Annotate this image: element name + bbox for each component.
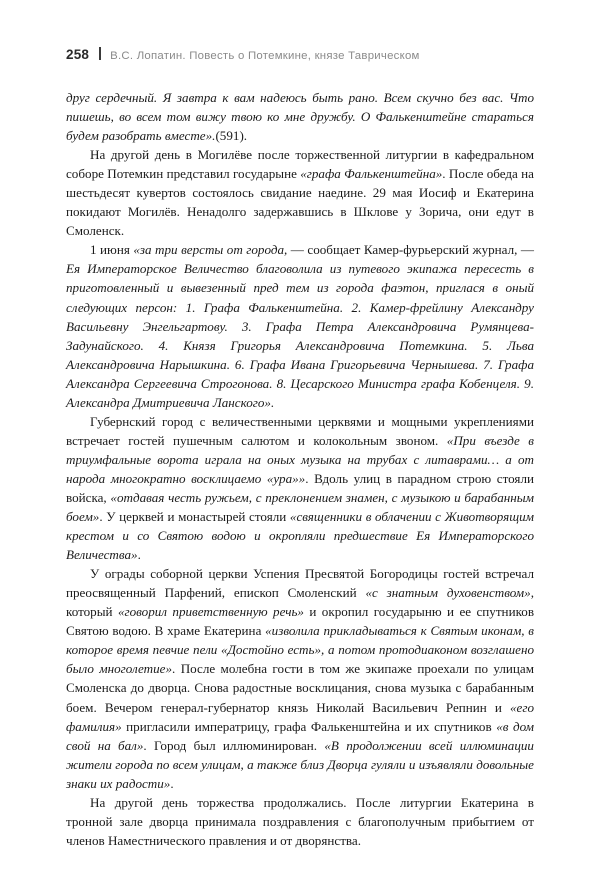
roman-text-run: . Город был иллюминирован.	[143, 737, 325, 753]
italic-quote-run: «за три версты от города,	[133, 242, 291, 258]
roman-text-run: На другой день торжества продолжались. После литургии Екатерина в тронной зале дворца принимала поздравления с благополучным прибытием от членов Наместнического правления и от дворянства.	[66, 794, 534, 848]
paragraph-next-day-celebrations	[66, 793, 534, 850]
running-head	[66, 46, 420, 66]
paragraph-kamer-furiersky-journal	[66, 240, 534, 411]
italic-quote-run: друг сердечный. Я завтра к вам надеюсь быть рано. Всем скучно без вас. Что пишешь, во всем том вижу твою ко мне дружбу. О Фалькенштейне стараться будем разобрать вместе».	[66, 90, 534, 144]
roman-text-run: — сообщает Камер-фурьерский журнал, —	[290, 242, 534, 258]
roman-text-run: На другой день в Могилёве после торжественной литургии в кафедральном соборе Потемкин представил государыне	[66, 147, 534, 182]
roman-text-run: пригласили императрицу, графа Фалькенштейна и их спутников	[121, 718, 497, 734]
roman-text-run: . После обеда на шестьдесят кувертов состоялось свидание наедине. 29 мая Иосиф и Екатерина покидают Могилёв. Ненадолго задержавшись в Шклове у Зорича, они едут в Смоленск.	[66, 166, 534, 239]
running-head-divider	[99, 47, 101, 60]
roman-text-run: (591).	[215, 128, 248, 144]
paragraph-mogilev	[66, 145, 534, 240]
roman-text-run: . У церквей и монастырей стояли	[99, 509, 290, 525]
italic-quote-run: «его фамилия»	[66, 699, 534, 734]
page-folio-number: 258	[66, 47, 90, 62]
italic-quote-run: «В продолжении всей иллюминации жители города по всем улицам, а также близ Дворца гуляли и изъявляли довольные знаки их радости»	[66, 737, 534, 791]
italic-quote-run: «При въезде в триумфальные ворота играла на оных музыка на трубах с литаврами… а от народа многократно восклицаемо «ура»»	[66, 432, 534, 486]
italic-quote-run: «с знатным духовенством»	[365, 585, 531, 601]
italic-quote-run: «графа Фалькенштейна»	[300, 166, 443, 182]
italic-quote-run: «изволила прикладываться к Святым иконам, в которое время певчие пели «Достойно есть», а потом протодиаконом возглашено было многолетие»	[66, 623, 534, 677]
roman-text-run: Губернский город с величественными церквями и мощными укреплениями встречает гостей пушечным салютом и колокольным звоном.	[66, 413, 534, 448]
paragraph-uspeniya-cathedral	[66, 564, 534, 793]
roman-text-run: , который	[66, 585, 534, 620]
roman-text-run: .	[170, 775, 174, 791]
italic-quote-run: «говорил приветственную речь»	[117, 604, 304, 620]
italic-quote-run: «отдавая честь ружьем, с преклонением знамен, с музыкою и барабанным боем»	[66, 489, 535, 525]
paragraph-quote-continuation	[66, 88, 534, 145]
body-text-block	[66, 88, 534, 850]
roman-text-run: У ограды соборной церкви Успения Пресвятой Богородицы гостей встречал преосвященный Парфений, епископ Смоленский	[66, 566, 534, 601]
running-head-title: В.С. Лопатин. Повесть о Потемкине, князе Таврическом	[110, 50, 420, 62]
italic-quote-run: Ея Императорское Величество благоволила из путевого экипажа пересесть в приготовленный и вывезенный пред тем из города фаэтон, приглася в оный следующих персон: 1. Графа Фалькенштейна. 2. Камер-фрейлину Александру Васильевну Энгельгартову. 3. Графа Петра Александровича Румянцева-Задунайского. 4. Князя Григорья Александровича Потемкина. 5. Льва Александровича Нарышкина. 6. Графа Ивана Григорьевича Чернышева. 7. Графа Александра Сергеевича Строгонова. 8. Цесарского Министра графа Кобенцеля. 9. Александра Дмитриевича Ланского».	[66, 261, 534, 410]
roman-text-run: 1 июня	[90, 242, 134, 258]
italic-quote-run: «священники в облачении с Животворящим крестом и со Святою водою и окропляли предшествие Ея Императорского Величества»	[66, 509, 534, 563]
italic-quote-run: «в дом свой на бал»	[66, 718, 534, 753]
roman-text-run: и окропил государыню и ее спутников Святою водою. В храме Екатерина	[66, 604, 535, 639]
paragraph-gubernskiy-gorod	[66, 412, 534, 564]
roman-text-run: . После молебна гости в том же экипаже проехали по улицам Смоленска до дворца. Снова радостные восклицания, снова музыка с барабанным боем. Вечером генерал-губернатор князь Николай Васильевич Репнин и	[66, 661, 534, 715]
roman-text-run: . Вдоль улиц в парадном строю стояли войска,	[66, 470, 534, 505]
roman-text-run: .	[137, 547, 141, 563]
